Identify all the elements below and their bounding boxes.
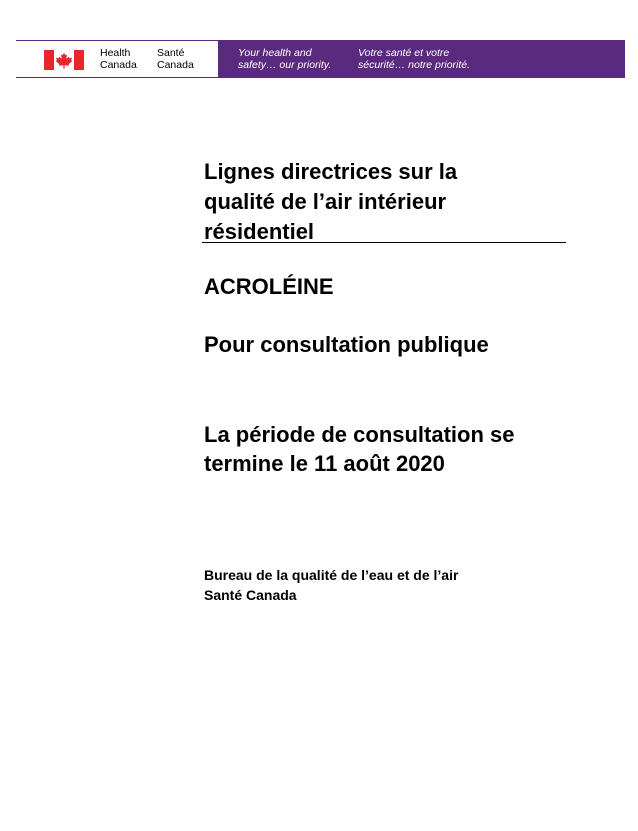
- department-name-en: [100, 47, 137, 71]
- issuing-bureau: [204, 565, 458, 605]
- consultation-deadline: [204, 420, 584, 478]
- document-subject: ACROLÉINE: [204, 274, 334, 299]
- document-title: [204, 157, 566, 247]
- tagline-en-line: Your health and: [238, 47, 312, 59]
- header-tagline-bar: [218, 40, 625, 78]
- government-header: [16, 40, 625, 78]
- department-name-fr: [157, 47, 194, 71]
- tagline-en: [238, 47, 331, 71]
- consultation-heading: Pour consultation publique: [204, 332, 489, 357]
- department-name-en-line: Canada: [100, 59, 137, 71]
- department-name-en-line: Health: [100, 47, 131, 59]
- consultation-deadline-line: termine le 11 août 2020: [204, 451, 445, 476]
- tagline-en-line: safety… our priority.: [238, 59, 332, 71]
- issuing-bureau-line: Bureau de la qualité de l’eau et de l’air: [204, 567, 459, 583]
- header-signature: [16, 40, 218, 78]
- document-title-line: Lignes directrices sur la: [204, 159, 458, 184]
- tagline-fr: [358, 47, 470, 71]
- document-title-line: qualité de l’air intérieur: [204, 189, 447, 214]
- tagline-fr-line: sécurité… notre priorité.: [358, 59, 471, 71]
- consultation-deadline-line: La période de consultation se: [204, 422, 515, 447]
- issuing-bureau-line: Santé Canada: [204, 587, 297, 603]
- title-divider: [202, 242, 566, 243]
- document-title-line: résidentiel: [204, 219, 315, 244]
- department-name-fr-line: Canada: [157, 59, 194, 71]
- department-name-fr-line: Santé: [157, 47, 185, 59]
- tagline-fr-line: Votre santé et votre: [358, 47, 450, 59]
- canada-flag-icon: [44, 50, 84, 70]
